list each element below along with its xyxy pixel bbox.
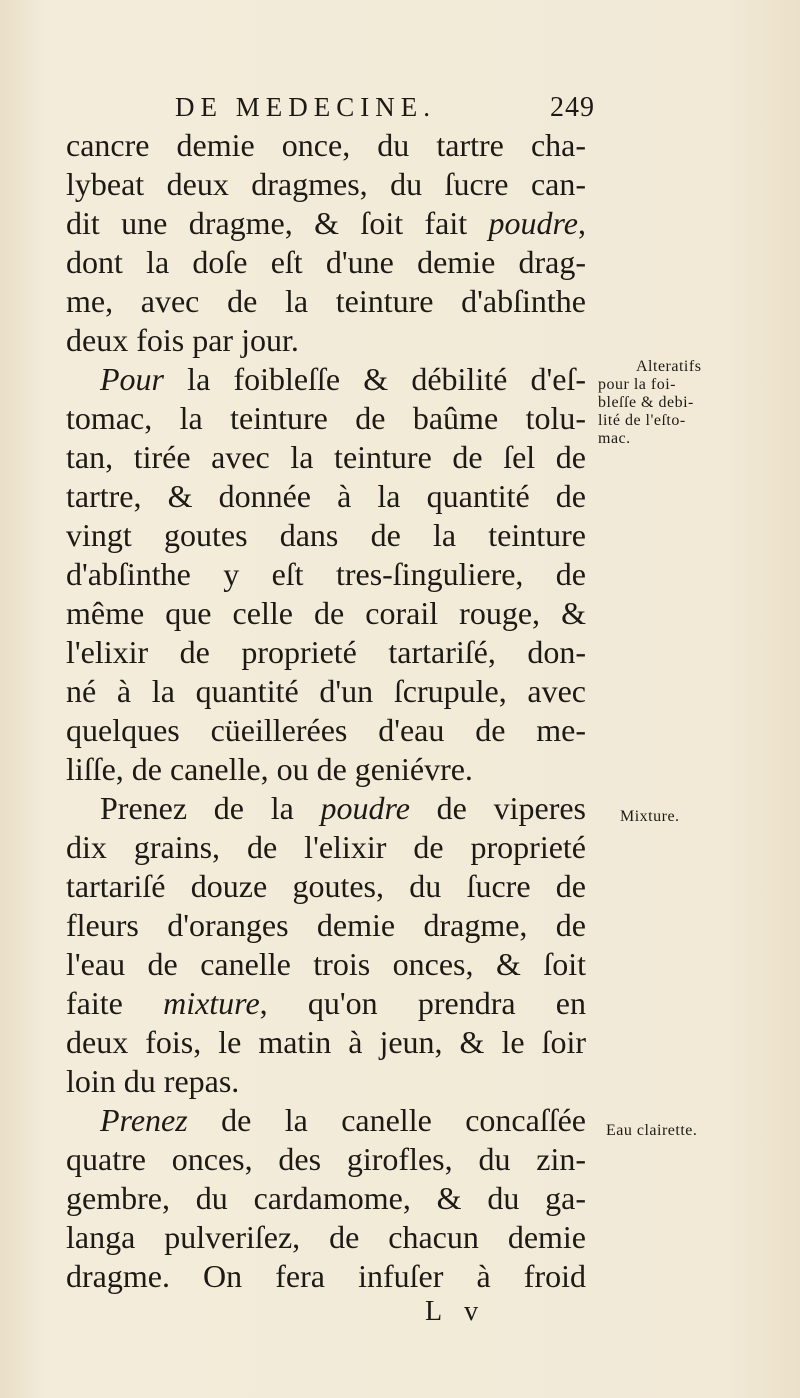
- text-line: deux fois par jour.: [66, 322, 299, 358]
- text-line: dont la doſe eſt d'une demie drag-: [66, 244, 586, 280]
- text-line: dragme. On fera infuſer à froid: [66, 1258, 586, 1294]
- text-line: dit une dragme, & ſoit fait poudre,: [66, 205, 586, 241]
- margin-note-line: Eau clairette.: [606, 1122, 698, 1139]
- text-line: gembre, du cardamome, & du ga-: [66, 1180, 586, 1216]
- margin-note-eau-clairette: [606, 1122, 776, 1140]
- margin-note-line: Mixture.: [620, 808, 680, 825]
- text-line: l'eau de canelle trois onces, & ſoit: [66, 946, 586, 982]
- text-line: Pour la foibleſſe & débilité d'eſ-: [100, 361, 586, 397]
- text-line: né à la quantité d'un ſcrupule, avec: [66, 673, 586, 709]
- text-line: deux fois, le matin à jeun, & le ſoir: [66, 1024, 586, 1060]
- text-line: tomac, la teinture de baûme tolu-: [66, 400, 586, 436]
- running-header: [175, 92, 595, 128]
- margin-note-line: mac.: [598, 430, 631, 447]
- text-line: quatre onces, des girofles, du zin-: [66, 1141, 586, 1177]
- text-line: faite mixture, qu'on prendra en: [66, 985, 587, 1021]
- text-line: tartre, & donnée à la quantité de: [66, 478, 586, 514]
- margin-note-line: Alteratifs: [636, 358, 702, 375]
- text-line: langa pulveriſez, de chacun demie: [66, 1219, 586, 1255]
- text-line: cancre demie once, du tartre cha-: [66, 127, 586, 163]
- margin-note-alteratifs: [598, 358, 768, 448]
- italic-word: mixture: [163, 985, 260, 1021]
- text-line: dix grains, de l'elixir de proprieté: [66, 829, 586, 865]
- text-line: lybeat deux dragmes, du ſucre can-: [66, 166, 586, 202]
- text-line: liſſe, de canelle, ou de geniévre.: [66, 751, 473, 787]
- text-line: Prenez de la poudre de viperes: [100, 790, 587, 826]
- text-line: Prenez de la canelle concaſſée: [100, 1102, 586, 1138]
- margin-note-line: lité de l'eſto-: [598, 412, 686, 429]
- text-line: l'elixir de proprieté tartariſé, don-: [66, 634, 586, 670]
- margin-note-mixture: [620, 808, 790, 826]
- running-title: DE MEDECINE.: [175, 92, 436, 122]
- italic-word: poudre: [320, 790, 410, 826]
- italic-word: poudre: [488, 205, 578, 241]
- catchword: L v: [425, 1296, 487, 1327]
- italic-word: Prenez: [100, 1102, 188, 1138]
- main-text-block: [66, 126, 586, 1296]
- text-line: fleurs d'oranges demie dragme, de: [66, 907, 586, 943]
- text-line: tartariſé douze goutes, du ſucre de: [66, 868, 586, 904]
- text-line: tan, tirée avec la teinture de ſel de: [66, 439, 586, 475]
- text-line: vingt goutes dans de la teinture: [66, 517, 586, 553]
- text-line: me, avec de la teinture d'abſinthe: [66, 283, 586, 319]
- text-line: loin du repas.: [66, 1063, 240, 1099]
- text-line: quelques cüeillerées d'eau de me-: [66, 712, 586, 748]
- text-line: même que celle de corail rouge, &: [66, 595, 586, 631]
- page-number: 249: [550, 92, 595, 123]
- margin-note-line: pour la foi-: [598, 376, 676, 393]
- italic-word: Pour: [100, 361, 164, 397]
- text-line: d'abſinthe y eſt tres-ſinguliere, de: [66, 556, 586, 592]
- margin-note-line: bleſſe & debi-: [598, 394, 694, 411]
